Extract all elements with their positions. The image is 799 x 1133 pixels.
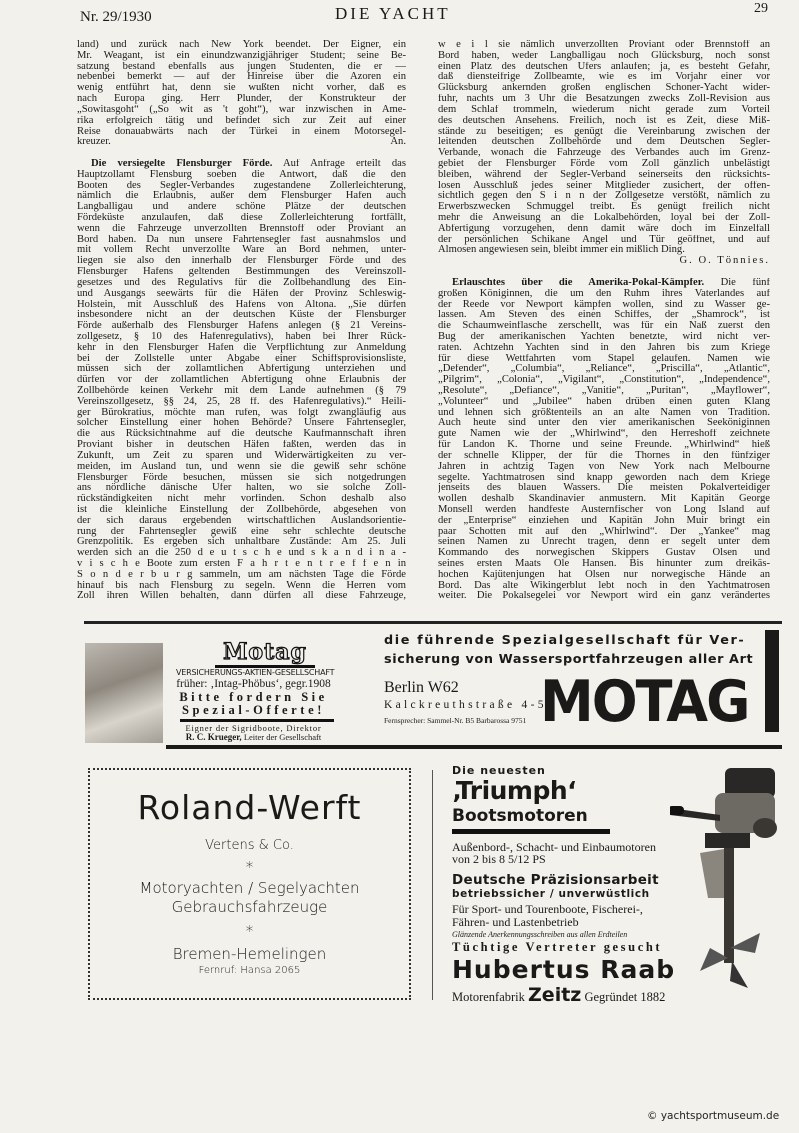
text-line: Flensburger Förde besuchen, müssen sie sich notgedrungen <box>77 472 406 483</box>
author-signature: An. <box>390 137 406 148</box>
text-line: Hauptzollamt Flensburg soeben die Antwort, daß die den <box>77 169 406 180</box>
text-line: die Schaumweinflasche zerschellt, was für ein Naß zuerst den <box>438 321 770 332</box>
text-line: daß diensteifrige Zollbeamte, wie es im Vorjahr einer vor <box>438 72 770 83</box>
text-line: sichtlich gegen den S i n n der Zollgesetze verstößt, nämlich zu <box>438 191 770 202</box>
text-line: land) und zurück nach New York beendet. Der Eigner, ein <box>77 40 406 50</box>
motag-slogan: sicherung von Wassersportfahrzeugen aller Art <box>384 652 754 667</box>
text-run: kreuzer. <box>77 137 111 148</box>
text-line: „Volunteer“ und „Jubilee“ haben drüben einen guten Klang <box>438 396 770 407</box>
text-line: seines ersten Maats Ole Hansen. Bis hinunter zum dreikäs- <box>438 559 770 569</box>
roland-werft-ad <box>88 768 411 1000</box>
text-line: weiter. Die Pokalsegelei vor Newport wird ein ganz verändertes <box>438 591 770 602</box>
page-number: 29 <box>754 1 768 16</box>
divider <box>84 621 782 624</box>
text-line: liegen sie also den innerhalb der Flensburger Förde und des <box>77 256 406 267</box>
factory-label: Motorenfabrik <box>452 990 529 1004</box>
text-line: Fördeküste anzulaufen, daß diese Zollerleichterung fortfällt, <box>77 213 406 223</box>
text-line: für diese Wettfahrten vom Stapel gelaufen. Namen wie <box>438 353 770 364</box>
triumph-line: Außenbord-, Schacht- und Einbaumotoren <box>452 840 656 854</box>
text-line: „Pilgrim“, „Colonia“, „Vigilant“, „Constitution“, „Independence“, <box>438 375 770 386</box>
text-line <box>77 159 406 170</box>
text-line: Erwerbszwecken Schmuggel treibt. Es genügt freilich nicht <box>438 202 770 213</box>
text-line: Jahren in achtzig Tagen von New York nach Melbourne <box>438 461 770 472</box>
text-run: Auf Anfrage erteilt das <box>272 158 406 169</box>
text-line: seinen Namen zu Unrecht tragen, denn er segelt unter dem <box>438 537 770 548</box>
magazine-title: DIE YACHT <box>335 4 451 23</box>
article-column-right <box>438 40 770 602</box>
triumph-brand: ‚Triumph‘ <box>452 776 577 805</box>
section-heading: Erlauschtes über die Amerika-Pokal-Kämpfer. <box>452 277 705 288</box>
text-line: bei der Zollstelle unter Abgabe einer Schiffsprovisionsliste, <box>77 353 406 364</box>
text-line: Vereinszollgesetz, §§ 24, 25, 28 ff. des Hafenregulativs).“ Heili- <box>77 396 406 407</box>
text-line: rung der Fahrtensegler gewiß eine sehr schlechte deutsche <box>77 526 406 537</box>
text-line: Zukunft, um Zeit zu sparen und Widerwärtigkeiten zu ver- <box>77 450 406 461</box>
text-line: gute Namen wie der „Whirlwind“, den Herreshoff zeichnete <box>438 429 770 440</box>
text-line: fuhr, nachts um 3 Uhr die Besatzungen zwecks Zoll-Revision aus <box>438 94 770 105</box>
roland-owner: Vertens & Co. <box>205 838 294 853</box>
roland-products: Gebrauchsfahrzeuge <box>171 898 328 916</box>
roland-name: Roland-Werft <box>137 788 362 827</box>
text-line: dürfen vor der zollamtlichen Abfertigung ohne Erlaubnis der <box>77 375 406 386</box>
text-line: der persönlichen Schikane Angel und Tür geöffnet, und auf <box>438 234 770 245</box>
paragraph-gap <box>77 148 406 159</box>
text-line: ist die kleinliche Einstellung der Zollbehörde, abgesehen von <box>77 504 406 515</box>
text-line: Bord. Das alte Wikingerblut lebt noch in den Yachtmatrosen <box>438 580 770 591</box>
text-line: raten. Achtzehn Yachten sind in den Jahren bis zum Kriege <box>438 342 770 353</box>
triumph-line: von 2 bis 8 5/12 PS <box>452 852 546 866</box>
text-line: insbesondere nicht an der deutschen Küste der Flensburger <box>77 310 406 321</box>
ad-border <box>166 745 782 749</box>
text-line: wollen deshalb Skandinavier anmustern. Mit Kapitän George <box>438 494 770 505</box>
text-line: mehr die Anweisung an die Lokalbehörden, loyal bei der Zoll- <box>438 213 770 223</box>
triumph-line: Tüchtige Vertreter gesucht <box>452 940 663 954</box>
text-line: ans nördliche dänische Ufer halten, wo sie solche Zoll- <box>77 483 406 494</box>
text-line: Zoll ihren Willen behalten, dann dürfen all diese Fahrzeuge, <box>77 591 406 602</box>
motag-cta: Bitte fordern Sie <box>179 690 328 704</box>
text-run: Die fünf <box>704 277 770 288</box>
text-line: zollgesetz, § 10 des Hafenregulativs), haben bei Ihrer Rück- <box>77 331 406 342</box>
text-line: Monsell werden handfeste Austernfischer von Long Island auf <box>438 504 770 515</box>
text-line: werden sich an die 250 d e u t s c h e und s k a n d i n a - <box>77 548 406 559</box>
text-line: Verbande, wonach die Fahrzeuge des Verbandes auch im Grenz- <box>438 148 770 159</box>
motag-formerly: früher: ‚Intag-Phöbus‘, gegr.1908 <box>176 678 331 690</box>
text-line: kehr in den Flensburger Hafen die Verpflichtung zur Anmeldung <box>77 342 406 353</box>
text-line: Mr. Weagant, ist ein einundzwanzigjähriger Student; seine Be- <box>77 50 406 61</box>
text-line: Reise donauabwärts nach der Türkei in einem Motorsegel- <box>77 126 406 137</box>
triumph-line: Deutsche Präzisionsarbeit <box>452 872 659 888</box>
motag-slogan: die führende Spezialgesellschaft für Ver- <box>384 633 746 648</box>
ad-border <box>765 630 779 732</box>
divider <box>180 719 334 722</box>
text-line: dem Schlaf trommeln, wiederum nicht gerade zum Vorteil <box>438 104 770 115</box>
text-line: die aus Rücksichtnahme auf die deutsche Kaufmannschaft ihren <box>77 429 406 440</box>
motag-company: VERSICHERUNGS-AKTIEN-GESELLSCHAFT <box>176 668 335 677</box>
caption-role: Leiter der Gesellschaft <box>241 732 322 742</box>
roland-city: Bremen-Hemelingen <box>172 945 327 963</box>
paragraph-gap <box>438 267 770 278</box>
portrait-photo <box>85 643 163 743</box>
founded: Gegründet 1882 <box>581 990 666 1004</box>
text-line: mit vollem Recht unverzollte Ware an Bord nehmen, unter- <box>77 245 406 256</box>
text-line: nämlich die Erlaubnis, außer dem Flensburger Hafen auch <box>77 191 406 202</box>
article-column-left <box>77 40 406 602</box>
text-line: Glücksburg ankernden großen englischen Schoner-Yacht wider- <box>438 83 770 94</box>
text-line: ger Bürokratius, möchte man rufen, was folgt zwangläufig aus <box>77 407 406 418</box>
triumph-line: Fähren- und Lastenbetrieb <box>452 915 579 929</box>
text-line: Almosen angewiesen sein, bleibt immer ein mißlich Ding. <box>438 245 685 256</box>
text-line: Bord haben. Da nun unsere Fahrtensegler fast ausnahmslos und <box>77 234 406 245</box>
text-line: einen Platz des deutschen Ufers anlaufen; ja, es besteht Gefahr, <box>438 61 770 72</box>
outboard-motor-illustration <box>670 763 782 995</box>
text-line <box>438 278 770 289</box>
motag-logo: Motag <box>215 639 315 668</box>
text-line: Booten des Segler-Verbandes zugestandene Zollerleichterung, <box>77 180 406 191</box>
text-line: losen Ausschluß jedes seiner Mitglieder zusichert, der offen- <box>438 180 770 191</box>
text-line: Abfertigung vorzugehen, denn damit wäre doch im Einzelfall <box>438 223 770 234</box>
factory-city: Zeitz <box>528 984 582 1006</box>
motag-city: Berlin W62 <box>384 679 459 696</box>
roland-products: Motoryachten / Segelyachten <box>139 879 360 897</box>
text-line: der Reede vor Newport kämpfen wollen, sind zu Wasser ge- <box>438 299 770 310</box>
text-line: leitenden deutschen Zollbehörde und dem Deutschen Segler- <box>438 137 770 148</box>
text-line: großen Königinnen, die um den Ruhm ihres Vaterlandes auf <box>438 288 770 299</box>
text-line: Auch heute sind unter den vier amerikanischen Seeköniginnen <box>438 418 770 429</box>
text-line: für Landon K. Thorne und seine Freunde. „Whirlwind“ hieß <box>438 440 770 451</box>
triumph-line: Glänzende Anerkennungsschreiben aus allen Erdteilen <box>452 930 628 939</box>
star-ornament: * <box>245 858 254 876</box>
text-line: „Sowitasgoht“ („So wit as 't goht“), war inzwischen in Ame- <box>77 104 406 115</box>
watermark: © yachtsportmuseum.de <box>647 1110 780 1122</box>
ad-border <box>432 770 433 1000</box>
text-line: gesetzes und des Regulativs für die Zollbehandlung des Ein- <box>77 277 406 288</box>
text-line: rückständigkeiten nicht mehr vorfinden. Schon deshalb also <box>77 494 406 505</box>
text-line: Kommando des norwegischen Skippers Gustav Olsen und <box>438 548 770 559</box>
photo-caption: Eigner der Sigridboote, Direktor <box>185 723 322 733</box>
triumph-product: Bootsmotoren <box>452 806 588 826</box>
motag-street: Kalckreuthstraße 4-5 <box>384 699 547 711</box>
text-line: S o n d e r b u r g sammeln, um am nächsten Tage die Förde <box>77 569 406 580</box>
text-line: satzung bestand ebenfalls aus jungen Studenten, die er — <box>77 61 406 72</box>
text-line: v i s c h e Boote zum ersten F a h r t e n t r e f f e n in <box>77 559 406 569</box>
text-line: hinauf bis nach Flensburg zu segeln. Wenn die Herren vom <box>77 580 406 591</box>
text-line: „Defender“, „Columbia“, „Reliance“, „Priscilla“, „Atlantic“, <box>438 364 770 375</box>
text-line: hochen Kajütenjungen hat Olsen nur norwegische Hände an <box>438 569 770 580</box>
text-line: des deutschen Ansehens. Freilich, noch ist es Zeit, diese Miß- <box>438 115 770 126</box>
issue-number: Nr. 29/1930 <box>80 9 152 25</box>
text-line: paar Schotten mit auf den „Whirlwind“. Der „Yankee“ mag <box>438 526 770 537</box>
star-ornament: * <box>245 922 254 940</box>
text-line: Förde außerhalb des Flensburger Hafens anlegen (§ 21 Vereins- <box>77 321 406 332</box>
text-line: Proviant bisher in deutschen Häfen faßten, werden das in <box>77 440 406 451</box>
text-line: Flensburger Hafens geltenden Bestimmungen des Vereinszoll- <box>77 267 406 278</box>
text-line: lassen. Am Steven des einen Schiffes, der „Shamrock“, ist <box>438 310 770 321</box>
triumph-line: Für Sport- und Tourenboote, Fischerei-, <box>452 902 643 916</box>
text-line: jenseits des blauen Wassers. Die meisten Pokalverteidiger <box>438 483 770 494</box>
text-line: rika erfolgreich tätig und befindet sich zur Zeit auf einer <box>77 115 406 126</box>
text-line: segelte. Yachtmatrosen sind knapp geworden nach dem Kriege <box>438 472 770 483</box>
text-line: solcher Einstellung einer hohen Behörde? Unsere Fahrtensegler, <box>77 418 406 429</box>
text-line: Langballigau und andere schöne Plätze der deutschen <box>77 202 406 213</box>
motag-cta: Spezial-Offerte! <box>182 703 325 717</box>
text-line: Zollbehörde keinen Verkehr mit dem Lande aufnehmen (§ 79 <box>77 386 406 396</box>
caption-name: R. C. Krueger, <box>185 732 242 742</box>
author-signature: G. O. Tönnies. <box>679 256 770 267</box>
text-line: der „Enterprise“ einziehen und Kapitän John Muir bringt ein <box>438 515 770 526</box>
photo-caption <box>176 733 331 742</box>
text-line: Bug der amerikanischen Yachten benetzte, wird nicht ver- <box>438 331 770 342</box>
text-line: meiden, im Ausland tun, und wenn sie die gewiß sehr schöne <box>77 461 406 472</box>
triumph-maker: Hubertus Raab <box>452 955 676 984</box>
text-line: der schnelle Klipper, der für die Thornes in den fünfziger <box>438 450 770 461</box>
text-line: w e i l sie nämlich unverzollten Proviant oder Brennstoff an <box>438 40 770 50</box>
text-line: der sich daraus ergebenden wirtschaftlichen Auslandsorientie- <box>77 515 406 526</box>
text-line: stände zu beseitigen; es genügt die Vereinbarung zwischen der <box>438 126 770 137</box>
text-line: gebiet der Flensburger Förde vom Zoll gänzlich unbelästigt <box>438 158 770 169</box>
triumph-line: betriebssicher / unverwüstlich <box>452 888 650 900</box>
text-line: und lehnen sich größtenteils an an alte Namen von Tradition. <box>438 407 770 418</box>
section-heading: Die versiegelte Flensburger Förde. <box>91 158 273 169</box>
text-line: nach Europa ging. Herr Plunder, der Konstrukteur der <box>77 94 406 105</box>
triumph-line: Die neuesten <box>452 764 546 777</box>
motag-phone: Fernsprecher: Sammel-Nr. B5 Barbarossa 9751 <box>384 716 527 725</box>
text-line: „Resolute“, „Defiance“, „Vanitie“, „Puritan“, „Mayflower“, <box>438 386 770 396</box>
text-line: wenn die Fahrzeuge unverzollten Brennstoff oder Proviant an <box>77 223 406 234</box>
text-line <box>77 137 406 148</box>
text-line: nebenbei bemerkt — auf der Hinreise über die Azoren ein <box>77 72 406 83</box>
text-line: wenig entführt hat, denn sie wußten nicht vorher, daß es <box>77 83 406 94</box>
text-line: Bord haben, weder Langballigau noch Glücksburg, noch sonst <box>438 50 770 61</box>
text-line: Holstein, mit Ausschluß des Hafens von Altona. „Sie dürfen <box>77 299 406 310</box>
divider <box>452 829 610 834</box>
text-line: und Ausgangs seewärts für die Häfen der Provinz Schleswig- <box>77 288 406 299</box>
triumph-line <box>452 984 665 1006</box>
text-line: bleiben, während der Segler-Verband seinerseits den rücksichts- <box>438 169 770 180</box>
roland-phone: Fernruf: Hansa 2065 <box>198 965 301 976</box>
text-line: Grenzpolitik. Es ergeben sich unhaltbare Zustände: Am 25. Juli <box>77 537 406 548</box>
motag-brand: MOTAG <box>540 668 749 735</box>
text-line: müssen sich der zollamtlichen Abfertigung unterziehen und <box>77 364 406 375</box>
